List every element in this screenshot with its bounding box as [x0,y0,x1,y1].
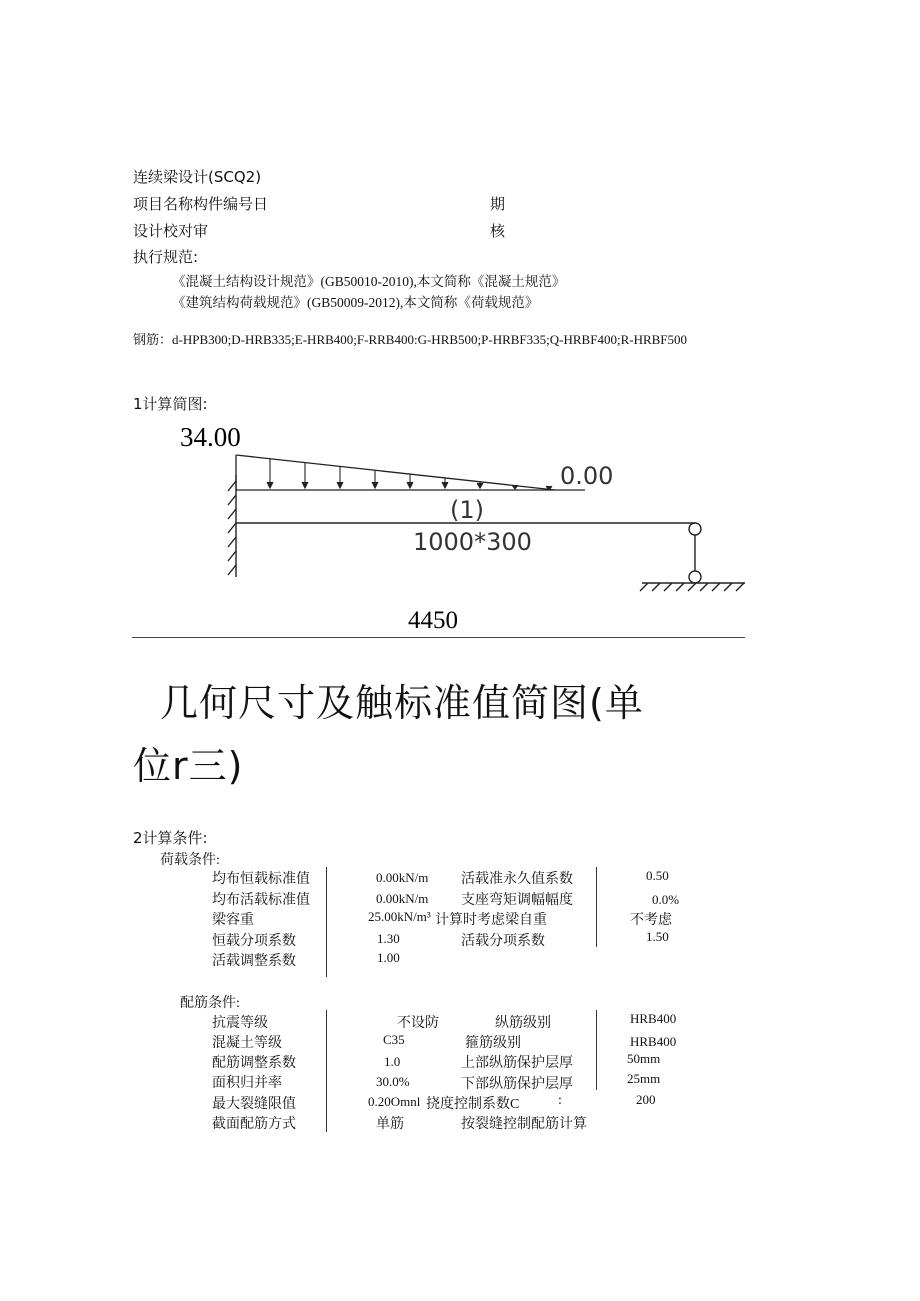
span-length: 4450 [408,607,458,634]
design-row-left: 设计校对审 [133,222,209,240]
section-size: 1000*300 [413,528,532,556]
section1-heading: 1计算简图: [133,395,208,413]
section2-heading: 2计算条件: [133,829,208,847]
load-col-separator-1 [326,867,327,977]
code-load: 《建筑结构荷载规范》(GB50009-2012),本文简称《荷载规范》 [172,295,539,310]
rebar-value-crack: 0.20Omnl [368,1094,421,1109]
rebar-col-separator-1 [326,1010,327,1132]
rebar-value-bottom-cover: 25mm [627,1071,661,1086]
rebar-legend: 钢筋：d-HPB300;D-HRB335;E-HRB400;F-RRB400:G-HRB500;P-HRBF335;Q-HRBF400;R-HRBF500 [133,332,688,347]
span-id: (1) [450,496,484,524]
divider [132,637,745,638]
load-right-value: 0.00 [560,462,614,490]
project-row-left: 项目名称构件编号日 [133,195,269,213]
load-label-dead: 均布恒载标准值 [212,872,310,887]
load-value-live-adjust: 1.00 [377,950,400,965]
diagram-title-line1: 几何尺寸及触标准值简图(单 [160,681,644,725]
rebar-label-long-grade: 纵筋级别 [495,1016,551,1031]
load-label-density: 梁容重 [212,913,254,928]
beam-diagram [170,415,760,645]
rebar-value-method: 单筋 [376,1117,404,1132]
rebar-value-top-cover: 50mm [627,1051,661,1066]
load-label-dead-factor: 恒载分项系数 [212,934,296,949]
rebar-label-crack-control: 按裂缝控制配筋计算 [461,1117,587,1132]
code-concrete: 《混凝土结构设计规范》(GB50010-2010),本文简称《混凝土规范》 [172,274,566,289]
load-value-quasi: 0.50 [646,868,669,883]
rebar-label-top-cover: 上部纵筋保护层厚 [461,1056,573,1071]
rebar-value-seismic: 不设防 [397,1016,439,1031]
rebar-label-seismic: 抗震等级 [212,1016,268,1031]
doc-title: 连续梁设计(SCQ2) [133,168,262,186]
load-top-edge [236,455,555,490]
rebar-value-merge: 30.0% [376,1074,410,1089]
load-label-live-factor: 活载分项系数 [461,934,545,949]
pin-support [640,523,745,591]
load-value-live: 0.00kN/m [376,891,429,906]
load-left-value: 34.00 [180,422,241,452]
rebar-col-separator-2 [596,1010,597,1090]
rebar-label-crack: 最大裂缝限值 [212,1097,296,1112]
rebar-value-deflection: 200 [636,1092,656,1107]
rebar-value-long-grade: HRB400 [630,1011,677,1026]
project-row-right: 期 [490,195,506,213]
load-value-dead-factor: 1.30 [377,931,400,946]
load-col-separator-2 [596,867,597,947]
rebar-value-adjust: 1.0 [384,1054,401,1069]
load-value-selfweight: 不考虑 [630,913,672,928]
rebar-colon: : [558,1093,562,1108]
load-value-density: 25.00kN/m³ [368,909,431,924]
rebar-value-stirrup-grade: HRB400 [630,1034,677,1049]
rebar-label-merge: 面积归并率 [212,1076,282,1091]
rebar-label-adjust: 配筋调整系数 [212,1056,296,1071]
load-label-redistribution: 支座弯矩调幅幅度 [461,893,573,908]
load-label-live-adjust: 活载调整系数 [212,954,296,969]
load-label-quasi: 活载准永久值系数 [461,872,573,887]
rebar-label-method: 截面配筋方式 [212,1117,296,1132]
design-row-right: 核 [490,222,506,240]
rebar-label-concrete: 混凝土等级 [212,1036,282,1051]
load-conditions-heading: 荷载条件: [160,853,220,868]
rebar-conditions-heading: 配筋条件: [180,996,240,1011]
rebar-label-deflection: 挠度控制系数C [426,1097,520,1112]
load-label-selfweight: 计算时考虑梁自重 [435,913,547,928]
fixed-support [228,475,236,577]
rebar-label-bottom-cover: 下部纵筋保护层厚 [461,1077,573,1092]
code-label: 执行规范: [133,248,199,266]
load-value-redistribution: 0.0% [652,892,680,907]
load-value-dead: 0.00kN/m [376,870,429,885]
load-value-live-factor: 1.50 [646,929,669,944]
rebar-value-concrete: C35 [383,1032,405,1047]
diagram-title-line2: 位r三) [133,744,244,788]
load-label-live: 均布活载标准值 [212,893,310,908]
rebar-label-stirrup-grade: 箍筋级别 [465,1036,521,1051]
